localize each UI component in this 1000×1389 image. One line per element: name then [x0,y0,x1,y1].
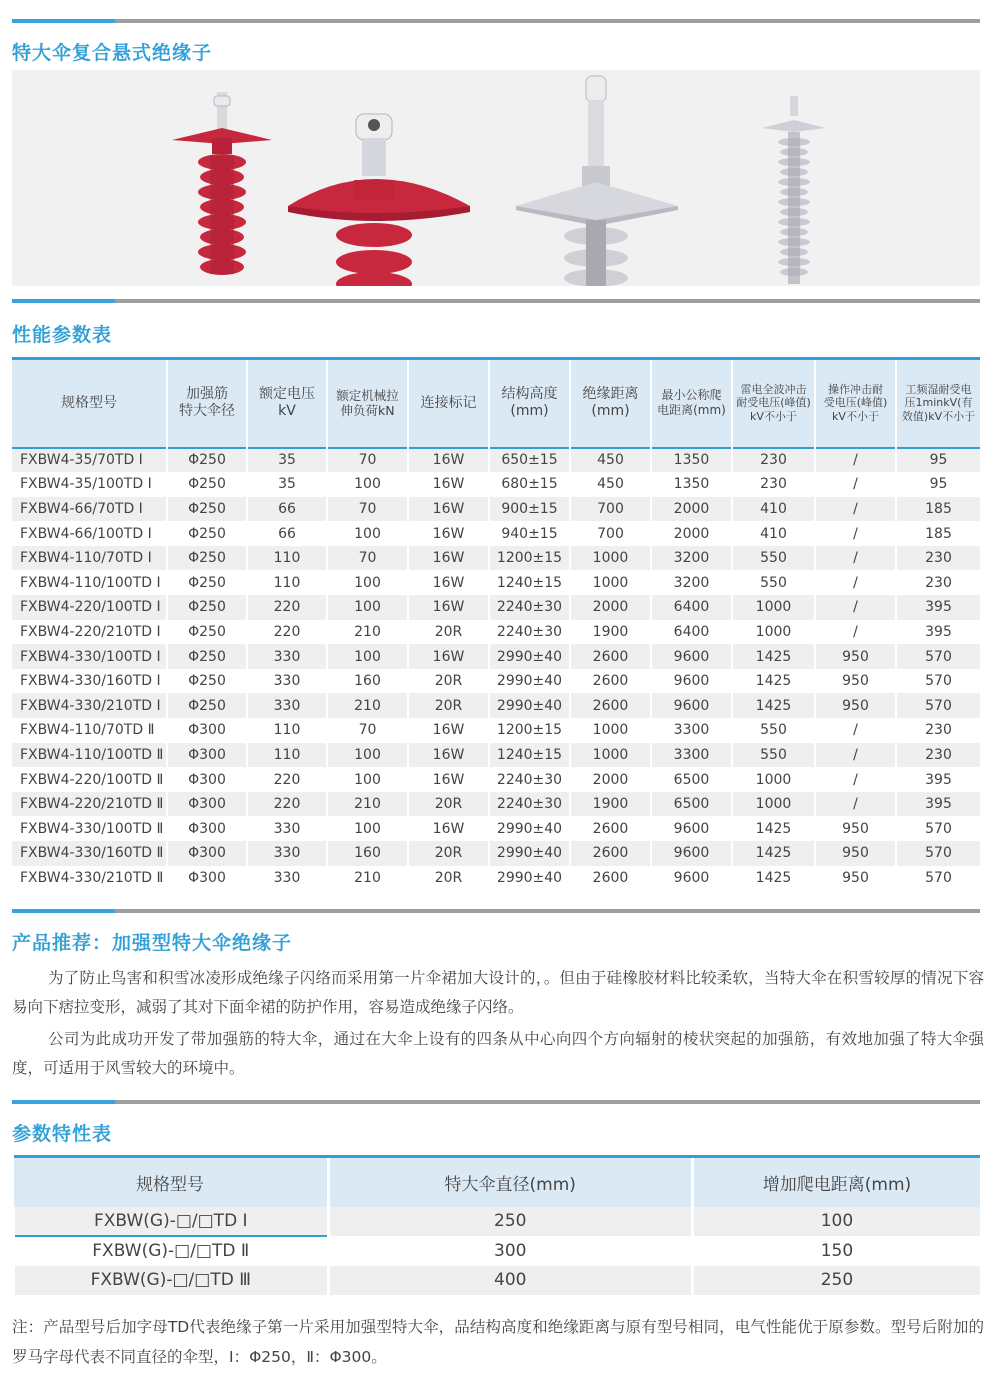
cell-structure-height: 2240±30 [489,620,570,645]
cell-insulation-distance: 1900 [570,620,651,645]
param-cell-model: FXBW(G)-□/□TD Ⅰ [14,1207,329,1237]
cell-creepage-distance: 1350 [651,448,732,473]
cell-shed-diameter: Φ300 [167,792,247,817]
header-connection: 连接标记 [408,359,489,448]
cell-creepage-distance: 6500 [651,767,732,792]
cell-shed-diameter: Φ300 [167,718,247,743]
table-row [12,521,980,546]
cell-creepage-distance: 3200 [651,546,732,571]
cell-structure-height: 900±15 [489,497,570,522]
cell-insulation-distance: 2600 [570,841,651,866]
cell-structure-height: 650±15 [489,448,570,473]
cell-shed-diameter: Φ250 [167,570,247,595]
cell-connection: 16W [408,521,489,546]
cell-power-frequency: 570 [896,841,980,866]
cell-power-frequency: 570 [896,644,980,669]
divider-recommend [12,909,980,913]
insulator-photo-red-disc [284,70,474,286]
cell-power-frequency: 570 [896,816,980,841]
param-cell-creepage: 250 [692,1266,980,1296]
cell-model: FXBW4-110/100TD Ⅰ [12,570,167,595]
param-header-model: 规格型号 [14,1157,329,1207]
cell-model: FXBW4-220/210TD Ⅱ [12,792,167,817]
cell-structure-height: 2240±30 [489,595,570,620]
cell-creepage-distance: 9600 [651,644,732,669]
cell-power-frequency: 570 [896,866,980,891]
cell-shed-diameter: Φ300 [167,841,247,866]
cell-rated-voltage: 35 [247,472,327,497]
cell-lightning-impulse: 1425 [732,841,815,866]
cell-structure-height: 2990±40 [489,669,570,694]
cell-model: FXBW4-330/210TD Ⅱ [12,866,167,891]
table-row [12,693,980,718]
cell-rated-voltage: 110 [247,546,327,571]
cell-rated-voltage: 66 [247,497,327,522]
cell-connection: 16W [408,546,489,571]
cell-switching-impulse: / [815,570,896,595]
cell-connection: 20R [408,669,489,694]
table-row [12,497,980,522]
cell-power-frequency: 230 [896,546,980,571]
header-mechanical-load: 额定机械拉 伸负荷kN [327,359,408,448]
cell-switching-impulse: / [815,521,896,546]
table-row [12,816,980,841]
cell-connection: 20R [408,620,489,645]
param-header-diameter: 特大伞直径(mm) [328,1157,692,1207]
cell-insulation-distance: 450 [570,472,651,497]
table-row [12,767,980,792]
cell-shed-diameter: Φ250 [167,693,247,718]
cell-switching-impulse: 950 [815,693,896,718]
cell-lightning-impulse: 230 [732,472,815,497]
cell-structure-height: 680±15 [489,472,570,497]
cell-lightning-impulse: 1000 [732,792,815,817]
cell-shed-diameter: Φ250 [167,472,247,497]
cell-structure-height: 2990±40 [489,841,570,866]
cell-model: FXBW4-330/100TD Ⅱ [12,816,167,841]
cell-mechanical-load: 160 [327,841,408,866]
cell-lightning-impulse: 1425 [732,816,815,841]
cell-model: FXBW4-330/160TD Ⅰ [12,669,167,694]
cell-model: FXBW4-110/70TD Ⅰ [12,546,167,571]
cell-insulation-distance: 1000 [570,718,651,743]
cell-insulation-distance: 2000 [570,595,651,620]
cell-lightning-impulse: 1425 [732,644,815,669]
table-row [12,841,980,866]
cell-structure-height: 2240±30 [489,767,570,792]
cell-switching-impulse: 950 [815,866,896,891]
cell-creepage-distance: 6400 [651,595,732,620]
cell-structure-height: 1240±15 [489,570,570,595]
cell-creepage-distance: 1350 [651,472,732,497]
param-cell-diameter: 300 [328,1236,692,1266]
cell-insulation-distance: 700 [570,521,651,546]
cell-rated-voltage: 220 [247,767,327,792]
cell-connection: 20R [408,693,489,718]
cell-lightning-impulse: 1000 [732,595,815,620]
param-row [14,1207,981,1237]
header-power-frequency: 工频湿耐受电 压1minkV(有 效值)kV不小于 [896,359,980,448]
cell-shed-diameter: Φ250 [167,595,247,620]
cell-power-frequency: 185 [896,497,980,522]
cell-creepage-distance: 9600 [651,866,732,891]
cell-structure-height: 940±15 [489,521,570,546]
cell-connection: 16W [408,718,489,743]
cell-creepage-distance: 9600 [651,816,732,841]
cell-connection: 16W [408,644,489,669]
param-cell-creepage: 100 [692,1207,980,1237]
cell-model: FXBW4-220/210TD Ⅰ [12,620,167,645]
cell-insulation-distance: 1900 [570,792,651,817]
cell-switching-impulse: / [815,472,896,497]
cell-switching-impulse: / [815,497,896,522]
table-row [12,718,980,743]
cell-lightning-impulse: 550 [732,546,815,571]
cell-shed-diameter: Φ250 [167,669,247,694]
cell-creepage-distance: 6400 [651,620,732,645]
cell-switching-impulse: / [815,767,896,792]
cell-power-frequency: 230 [896,570,980,595]
cell-mechanical-load: 70 [327,497,408,522]
cell-connection: 16W [408,743,489,768]
cell-mechanical-load: 100 [327,816,408,841]
cell-connection: 16W [408,448,489,473]
cell-lightning-impulse: 550 [732,718,815,743]
cell-rated-voltage: 66 [247,521,327,546]
cell-mechanical-load: 100 [327,570,408,595]
cell-power-frequency: 395 [896,792,980,817]
cell-lightning-impulse: 550 [732,570,815,595]
cell-mechanical-load: 210 [327,866,408,891]
cell-connection: 20R [408,841,489,866]
cell-power-frequency: 395 [896,595,980,620]
cell-switching-impulse: 950 [815,669,896,694]
cell-model: FXBW4-110/100TD Ⅱ [12,743,167,768]
cell-connection: 16W [408,570,489,595]
performance-table [12,357,980,890]
cell-mechanical-load: 100 [327,767,408,792]
cell-lightning-impulse: 1425 [732,669,815,694]
cell-structure-height: 2240±30 [489,792,570,817]
cell-structure-height: 2990±40 [489,816,570,841]
cell-rated-voltage: 110 [247,743,327,768]
cell-mechanical-load: 70 [327,718,408,743]
cell-mechanical-load: 210 [327,620,408,645]
cell-switching-impulse: / [815,620,896,645]
section-title-recommend: 产品推荐：加强型特大伞绝缘子 [12,932,293,954]
cell-structure-height: 2990±40 [489,693,570,718]
cell-rated-voltage: 330 [247,841,327,866]
cell-switching-impulse: / [815,792,896,817]
header-switching-impulse: 操作冲击耐 受电压(峰值) kV不小于 [815,359,896,448]
cell-shed-diameter: Φ300 [167,816,247,841]
top-divider [12,19,980,23]
insulator-photo-gray-slim [754,70,834,286]
table-row [12,644,980,669]
cell-insulation-distance: 1000 [570,743,651,768]
cell-model: FXBW4-66/70TD Ⅰ [12,497,167,522]
cell-connection: 16W [408,472,489,497]
header-lightning-impulse: 雷电全波冲击 耐受电压(峰值) kV不小于 [732,359,815,448]
cell-connection: 20R [408,792,489,817]
cell-rated-voltage: 330 [247,693,327,718]
cell-mechanical-load: 70 [327,546,408,571]
divider-performance [12,299,980,303]
table-row [12,546,980,571]
cell-rated-voltage: 220 [247,620,327,645]
cell-power-frequency: 95 [896,472,980,497]
insulator-photo-red-tall [162,70,282,286]
cell-shed-diameter: Φ250 [167,521,247,546]
cell-insulation-distance: 2600 [570,866,651,891]
cell-creepage-distance: 3300 [651,718,732,743]
cell-model: FXBW4-330/210TD Ⅰ [12,693,167,718]
cell-lightning-impulse: 1000 [732,767,815,792]
cell-lightning-impulse: 1425 [732,866,815,891]
param-table [12,1155,980,1295]
header-model: 规格型号 [12,359,167,448]
cell-insulation-distance: 2600 [570,644,651,669]
insulator-photo-gray-disc [512,70,682,286]
cell-creepage-distance: 3200 [651,570,732,595]
cell-power-frequency: 570 [896,669,980,694]
cell-creepage-distance: 6500 [651,792,732,817]
section-title-params: 参数特性表 [12,1123,113,1145]
cell-shed-diameter: Φ250 [167,497,247,522]
cell-model: FXBW4-220/100TD Ⅰ [12,595,167,620]
section-title-products: 特大伞复合悬式绝缘子 [12,42,213,64]
cell-creepage-distance: 9600 [651,693,732,718]
cell-creepage-distance: 3300 [651,743,732,768]
section-title-performance: 性能参数表 [12,324,113,346]
cell-insulation-distance: 1000 [570,546,651,571]
recommend-paragraph-2: 公司为此成功开发了带加强筋的特大伞，通过在大伞上设有的四条从中心向四个方向辐射的棱状突起的加强筋，有效地加强了特大伞强度，可适用于风雪较大的环境中。 [12,1030,984,1077]
header-shed-diameter: 加强筋 特大伞径 [167,359,247,448]
cell-structure-height: 2990±40 [489,644,570,669]
performance-table-body [12,448,980,891]
param-cell-model: FXBW(G)-□/□TD Ⅱ [14,1236,329,1266]
cell-rated-voltage: 330 [247,644,327,669]
cell-structure-height: 1200±15 [489,718,570,743]
cell-rated-voltage: 220 [247,595,327,620]
product-photos [12,70,980,286]
cell-power-frequency: 570 [896,693,980,718]
cell-switching-impulse: / [815,718,896,743]
param-row [14,1236,981,1266]
cell-creepage-distance: 9600 [651,669,732,694]
header-creepage-distance: 最小公称爬 电距离(mm) [651,359,732,448]
cell-rated-voltage: 220 [247,792,327,817]
footnote: 注：产品型号后加字母TD代表绝缘子第一片采用加强型特大伞，品结构高度和绝缘距离与原有型号相同，电气性能优于原参数。型号后附加的罗马字母代表不同直径的伞型，Ⅰ：Φ250，Ⅱ：Φ300。 [12,1318,984,1366]
cell-mechanical-load: 210 [327,792,408,817]
param-cell-diameter: 250 [328,1207,692,1237]
divider-params [12,1100,980,1104]
cell-power-frequency: 395 [896,620,980,645]
cell-model: FXBW4-35/100TD Ⅰ [12,472,167,497]
cell-rated-voltage: 330 [247,669,327,694]
param-header-creepage: 增加爬电距离(mm) [692,1157,980,1207]
cell-insulation-distance: 2600 [570,693,651,718]
cell-model: FXBW4-35/70TD Ⅰ [12,448,167,473]
cell-connection: 16W [408,767,489,792]
table-row [12,472,980,497]
cell-power-frequency: 230 [896,743,980,768]
cell-lightning-impulse: 1425 [732,693,815,718]
cell-shed-diameter: Φ250 [167,546,247,571]
cell-model: FXBW4-66/100TD Ⅰ [12,521,167,546]
cell-switching-impulse: 950 [815,644,896,669]
cell-mechanical-load: 100 [327,521,408,546]
performance-table-header [12,359,980,448]
cell-shed-diameter: Φ300 [167,767,247,792]
cell-power-frequency: 395 [896,767,980,792]
cell-rated-voltage: 330 [247,866,327,891]
cell-structure-height: 1240±15 [489,743,570,768]
cell-insulation-distance: 450 [570,448,651,473]
cell-insulation-distance: 2600 [570,816,651,841]
cell-mechanical-load: 160 [327,669,408,694]
cell-mechanical-load: 100 [327,472,408,497]
cell-connection: 20R [408,866,489,891]
table-row [12,743,980,768]
cell-lightning-impulse: 410 [732,497,815,522]
cell-shed-diameter: Φ300 [167,743,247,768]
cell-shed-diameter: Φ250 [167,620,247,645]
header-insulation-distance: 绝缘距离 (mm) [570,359,651,448]
cell-mechanical-load: 100 [327,743,408,768]
cell-lightning-impulse: 1000 [732,620,815,645]
table-row [12,792,980,817]
cell-switching-impulse: / [815,743,896,768]
cell-creepage-distance: 2000 [651,521,732,546]
param-cell-model: FXBW(G)-□/□TD Ⅲ [14,1266,329,1296]
cell-mechanical-load: 100 [327,644,408,669]
cell-switching-impulse: 950 [815,816,896,841]
cell-creepage-distance: 2000 [651,497,732,522]
cell-power-frequency: 185 [896,521,980,546]
table-row [12,448,980,473]
cell-lightning-impulse: 230 [732,448,815,473]
cell-rated-voltage: 330 [247,816,327,841]
param-cell-creepage: 150 [692,1236,980,1266]
cell-insulation-distance: 700 [570,497,651,522]
param-row [14,1266,981,1296]
cell-power-frequency: 95 [896,448,980,473]
cell-lightning-impulse: 550 [732,743,815,768]
cell-rated-voltage: 110 [247,570,327,595]
cell-connection: 16W [408,816,489,841]
cell-shed-diameter: Φ250 [167,448,247,473]
cell-model: FXBW4-110/70TD Ⅱ [12,718,167,743]
cell-structure-height: 2990±40 [489,866,570,891]
header-structure-height: 结构高度 (mm) [489,359,570,448]
cell-power-frequency: 230 [896,718,980,743]
cell-model: FXBW4-330/100TD Ⅰ [12,644,167,669]
cell-mechanical-load: 70 [327,448,408,473]
cell-shed-diameter: Φ250 [167,644,247,669]
cell-switching-impulse: / [815,595,896,620]
cell-insulation-distance: 2600 [570,669,651,694]
cell-connection: 16W [408,595,489,620]
table-row [12,669,980,694]
recommend-paragraph-1: 为了防止鸟害和积雪冰凌形成绝缘子闪络而采用第一片伞裙加大设计的，。但由于硅橡胶材料比较柔软，当特大伞在积雪较厚的情况下容易向下痞拉变形，减弱了其对下面伞裙的防护作用，容易造成绝缘子闪络。 [12,969,984,1016]
cell-rated-voltage: 35 [247,448,327,473]
param-table-header [14,1157,981,1207]
param-cell-diameter: 400 [328,1266,692,1296]
cell-rated-voltage: 110 [247,718,327,743]
cell-mechanical-load: 210 [327,693,408,718]
cell-shed-diameter: Φ300 [167,866,247,891]
cell-insulation-distance: 1000 [570,570,651,595]
table-row [12,595,980,620]
cell-connection: 16W [408,497,489,522]
cell-model: FXBW4-220/100TD Ⅱ [12,767,167,792]
cell-switching-impulse: / [815,448,896,473]
table-row [12,620,980,645]
cell-model: FXBW4-330/160TD Ⅱ [12,841,167,866]
cell-creepage-distance: 9600 [651,841,732,866]
table-row [12,570,980,595]
cell-structure-height: 1200±15 [489,546,570,571]
table-row [12,866,980,891]
cell-switching-impulse: / [815,546,896,571]
cell-switching-impulse: 950 [815,841,896,866]
header-rated-voltage: 额定电压 kV [247,359,327,448]
cell-lightning-impulse: 410 [732,521,815,546]
cell-insulation-distance: 2000 [570,767,651,792]
cell-mechanical-load: 100 [327,595,408,620]
